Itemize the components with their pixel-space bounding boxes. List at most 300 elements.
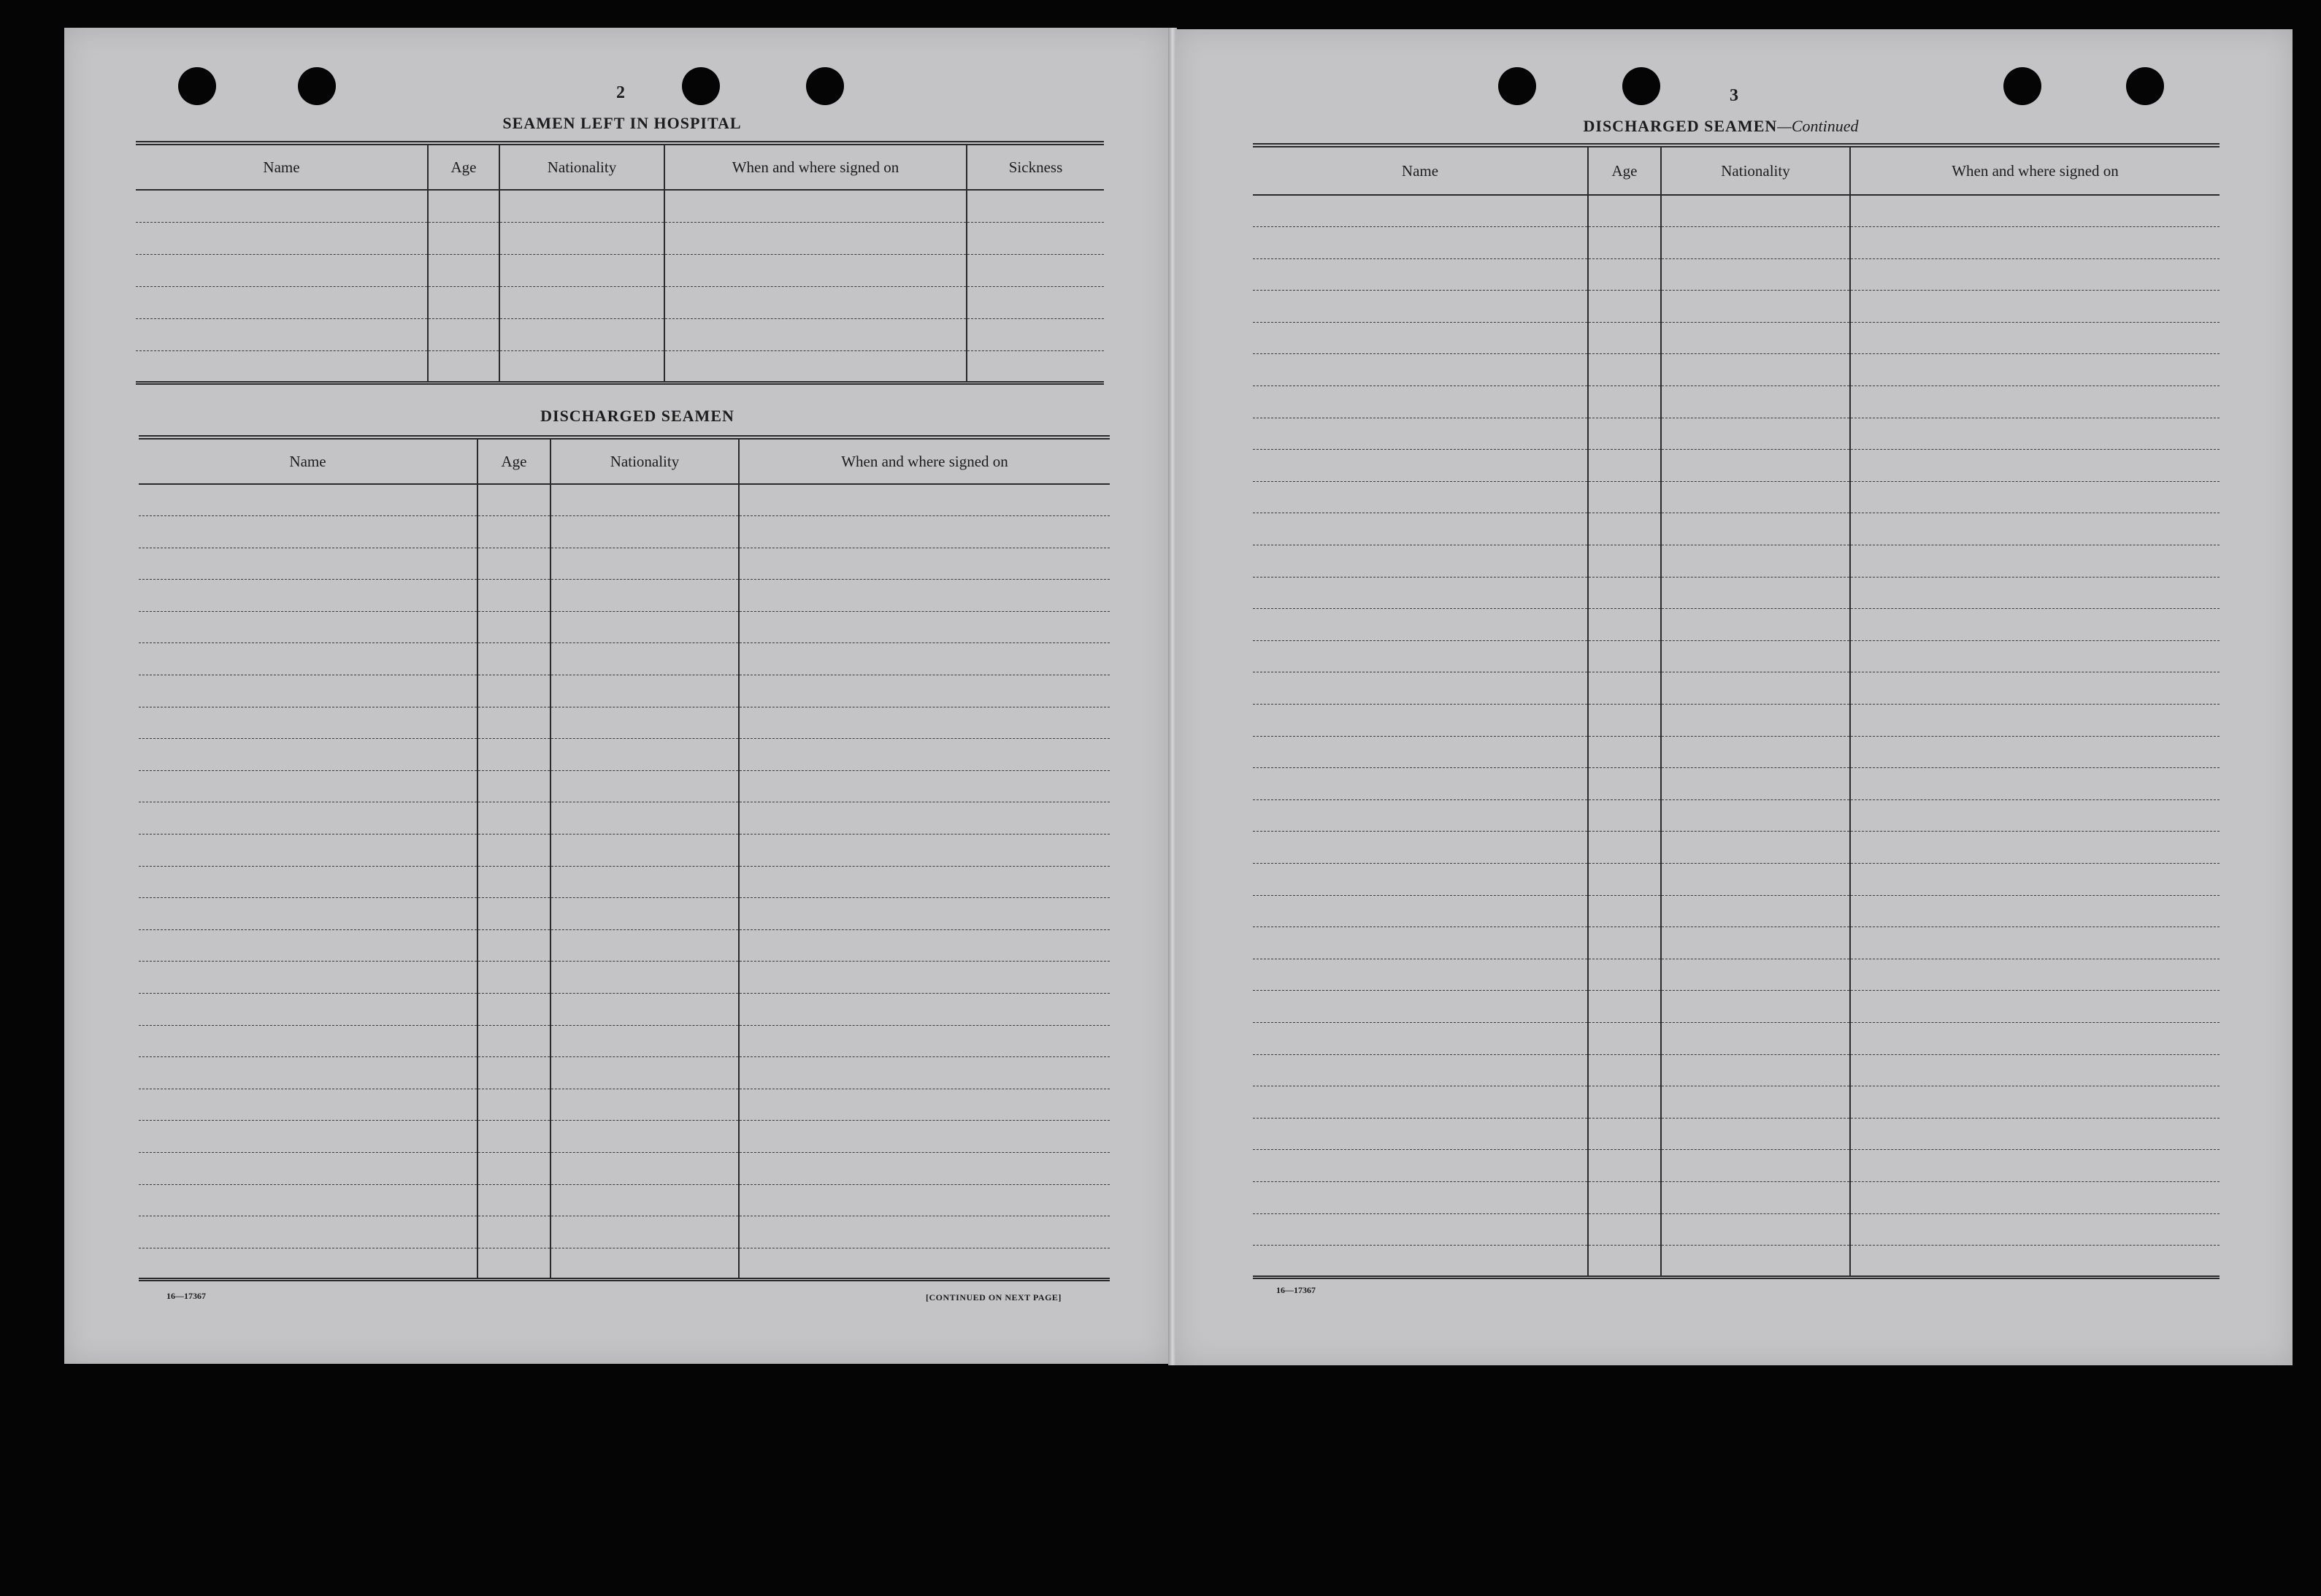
blank-cell [1850, 991, 2220, 1023]
table-row [1253, 1213, 2220, 1246]
blank-cell [550, 994, 739, 1026]
blank-cell [477, 802, 550, 835]
blank-cell [739, 1057, 1110, 1089]
table-row [139, 643, 1110, 675]
table-row [1253, 768, 2220, 800]
blank-cell [1661, 1181, 1850, 1213]
blank-cell [1850, 291, 2220, 323]
blank-cell [1253, 736, 1588, 768]
blank-cell [1253, 418, 1588, 450]
blank-cell [739, 548, 1110, 580]
blank-cell [967, 254, 1104, 286]
table-row [1253, 1054, 2220, 1086]
blank-cell [1253, 322, 1588, 354]
column-header-age: Age [1588, 145, 1661, 195]
blank-cell [550, 898, 739, 930]
table-row [139, 1025, 1110, 1057]
blank-cell [1253, 227, 1588, 259]
blank-cell [1588, 322, 1661, 354]
blank-cell [550, 1121, 739, 1153]
table-row [1253, 481, 2220, 513]
blank-cell [550, 707, 739, 739]
blank-cell [739, 1152, 1110, 1184]
form-number: 16—17367 [1276, 1285, 1316, 1295]
blank-cell [1661, 1086, 1850, 1119]
blank-cell [1253, 705, 1588, 737]
punch-hole [2126, 67, 2164, 105]
table-row [139, 1089, 1110, 1121]
blank-cell [1588, 991, 1661, 1023]
blank-cell [1253, 959, 1588, 991]
blank-cell [139, 1216, 477, 1248]
discharged-continued-table [1253, 143, 2220, 1279]
blank-cell [739, 1089, 1110, 1121]
blank-cell [1661, 291, 1850, 323]
blank-cell [1850, 959, 2220, 991]
blank-cell [1661, 959, 1850, 991]
blank-cell [136, 350, 428, 383]
blank-cell [1850, 832, 2220, 864]
blank-cell [1588, 927, 1661, 959]
blank-cell [1661, 1054, 1850, 1086]
blank-cell [499, 222, 664, 254]
table-row [139, 962, 1110, 994]
blank-cell [1588, 640, 1661, 672]
blank-cell [739, 1248, 1110, 1280]
punch-hole [1622, 67, 1660, 105]
blank-cell [1850, 705, 2220, 737]
blank-cell [139, 484, 477, 516]
blank-cell [550, 643, 739, 675]
table-row [139, 707, 1110, 739]
blank-cell [1850, 322, 2220, 354]
blank-cell [1850, 545, 2220, 578]
blank-cell [739, 835, 1110, 867]
section-title-discharged-continued [1584, 117, 1859, 136]
blank-cell [1588, 1181, 1661, 1213]
blank-cell [477, 707, 550, 739]
blank-cell [1850, 1213, 2220, 1246]
table-row [1253, 195, 2220, 227]
table-row [1253, 959, 2220, 991]
table-row [1253, 227, 2220, 259]
blank-cell [550, 802, 739, 835]
blank-cell [139, 675, 477, 707]
blank-cell [1588, 705, 1661, 737]
blank-cell [139, 898, 477, 930]
blank-cell [428, 190, 499, 222]
blank-cell [1253, 863, 1588, 895]
blank-cell [1588, 863, 1661, 895]
discharged-table [139, 435, 1110, 1281]
table-row [1253, 895, 2220, 927]
table-row [1253, 832, 2220, 864]
blank-cell [550, 1152, 739, 1184]
blank-cell [477, 1121, 550, 1153]
blank-cell [499, 190, 664, 222]
blank-cell [1253, 513, 1588, 545]
blank-cell [550, 835, 739, 867]
blank-cell [1253, 1086, 1588, 1119]
blank-cell [1661, 672, 1850, 705]
table-row [136, 350, 1104, 383]
blank-cell [967, 318, 1104, 350]
blank-cell [136, 254, 428, 286]
blank-cell [1588, 258, 1661, 291]
table-row [1253, 1022, 2220, 1054]
blank-cell [1253, 672, 1588, 705]
blank-cell [499, 286, 664, 318]
blank-cell [967, 222, 1104, 254]
blank-cell [1850, 513, 2220, 545]
blank-cell [1588, 450, 1661, 482]
blank-cell [139, 707, 477, 739]
blank-cell [739, 962, 1110, 994]
blank-cell [1661, 832, 1850, 864]
blank-cell [1850, 927, 2220, 959]
blank-cell [550, 962, 739, 994]
blank-cell [1588, 799, 1661, 832]
blank-cell [1253, 895, 1588, 927]
blank-cell [550, 1057, 739, 1089]
column-header-name: Name [139, 437, 477, 484]
blank-cell [1588, 672, 1661, 705]
blank-cell [1253, 832, 1588, 864]
blank-cell [664, 318, 967, 350]
table-row [139, 1184, 1110, 1216]
blank-cell [739, 1184, 1110, 1216]
table-row [1253, 418, 2220, 450]
blank-cell [139, 994, 477, 1026]
blank-cell [139, 802, 477, 835]
blank-cell [739, 770, 1110, 802]
blank-cell [550, 1216, 739, 1248]
table-row [139, 994, 1110, 1026]
table-row [139, 1248, 1110, 1280]
blank-cell [550, 548, 739, 580]
blank-cell [1253, 195, 1588, 227]
blank-cell [664, 190, 967, 222]
blank-cell [477, 962, 550, 994]
blank-cell [1661, 450, 1850, 482]
column-header-age: Age [477, 437, 550, 484]
blank-cell [1661, 799, 1850, 832]
column-header-name: Name [136, 143, 428, 190]
blank-cell [1661, 1213, 1850, 1246]
blank-cell [1661, 577, 1850, 609]
blank-cell [739, 898, 1110, 930]
blank-cell [1588, 1022, 1661, 1054]
blank-cell [139, 1152, 477, 1184]
table-row [139, 1121, 1110, 1153]
blank-cell [1850, 640, 2220, 672]
blank-cell [1850, 1086, 2220, 1119]
table-row [139, 611, 1110, 643]
blank-cell [1850, 258, 2220, 291]
blank-cell [739, 484, 1110, 516]
table-row [139, 580, 1110, 612]
table-row [1253, 513, 2220, 545]
table-row [136, 254, 1104, 286]
blank-cell [1661, 991, 1850, 1023]
blank-cell [1588, 1086, 1661, 1119]
blank-cell [139, 516, 477, 548]
blank-cell [1850, 195, 2220, 227]
blank-cell [1850, 609, 2220, 641]
blank-cell [739, 643, 1110, 675]
blank-cell [967, 190, 1104, 222]
blank-cell [1588, 1054, 1661, 1086]
table-row [139, 770, 1110, 802]
blank-cell [1661, 927, 1850, 959]
blank-cell [139, 1121, 477, 1153]
table-row [1253, 322, 2220, 354]
blank-cell [1253, 927, 1588, 959]
blank-cell [136, 190, 428, 222]
column-header-nationality: Nationality [499, 143, 664, 190]
table-row [1253, 991, 2220, 1023]
blank-cell [1661, 1118, 1850, 1150]
blank-cell [1588, 1118, 1661, 1150]
blank-cell [550, 611, 739, 643]
blank-cell [139, 1184, 477, 1216]
table-row [1253, 291, 2220, 323]
blank-cell [1253, 991, 1588, 1023]
blank-cell [1661, 1022, 1850, 1054]
blank-cell [739, 802, 1110, 835]
blank-cell [739, 739, 1110, 771]
table-row [136, 286, 1104, 318]
table-row [139, 548, 1110, 580]
blank-cell [477, 866, 550, 898]
blank-cell [1253, 1022, 1588, 1054]
blank-cell [1661, 258, 1850, 291]
blank-cell [664, 286, 967, 318]
blank-cell [1253, 1054, 1588, 1086]
blank-cell [1588, 195, 1661, 227]
blank-cell [477, 1184, 550, 1216]
blank-cell [1661, 481, 1850, 513]
blank-cell [550, 1089, 739, 1121]
table-row [139, 866, 1110, 898]
blank-cell [1588, 354, 1661, 386]
table-row [139, 835, 1110, 867]
blank-cell [967, 350, 1104, 383]
blank-cell [1253, 799, 1588, 832]
blank-cell [477, 1089, 550, 1121]
blank-cell [1661, 354, 1850, 386]
blank-cell [550, 1184, 739, 1216]
blank-cell [1850, 577, 2220, 609]
blank-cell [550, 675, 739, 707]
blank-cell [550, 484, 739, 516]
blank-cell [139, 548, 477, 580]
blank-cell [1253, 291, 1588, 323]
blank-cell [477, 516, 550, 548]
blank-cell [739, 994, 1110, 1026]
table-row [139, 1216, 1110, 1248]
column-header-signed-on: When and where signed on [739, 437, 1110, 484]
blank-cell [1661, 609, 1850, 641]
blank-cell [139, 1025, 477, 1057]
blank-cell [1253, 258, 1588, 291]
column-header-nationality: Nationality [1661, 145, 1850, 195]
blank-cell [1850, 1118, 2220, 1150]
table-row [1253, 799, 2220, 832]
table-row [1253, 386, 2220, 418]
punch-hole [806, 67, 844, 105]
blank-cell [428, 286, 499, 318]
hospital-table [136, 141, 1104, 385]
punch-hole [682, 67, 720, 105]
blank-cell [139, 643, 477, 675]
blank-cell [477, 1216, 550, 1248]
blank-cell [1661, 418, 1850, 450]
blank-cell [1253, 640, 1588, 672]
blank-cell [1588, 227, 1661, 259]
blank-cell [1661, 863, 1850, 895]
blank-cell [739, 516, 1110, 548]
form-number: 16—17367 [166, 1291, 206, 1301]
blank-cell [139, 580, 477, 612]
blank-cell [1253, 354, 1588, 386]
title-suffix: —Continued [1777, 117, 1859, 135]
blank-cell [1253, 450, 1588, 482]
blank-cell [1253, 609, 1588, 641]
blank-cell [1588, 959, 1661, 991]
blank-cell [477, 739, 550, 771]
title-main: DISCHARGED SEAMEN [1583, 117, 1778, 135]
blank-cell [1661, 227, 1850, 259]
blank-cell [139, 1057, 477, 1089]
blank-cell [477, 580, 550, 612]
blank-cell [664, 254, 967, 286]
table-row [136, 222, 1104, 254]
table-row [139, 675, 1110, 707]
table-row [1253, 927, 2220, 959]
blank-cell [1588, 1150, 1661, 1182]
blank-cell [477, 1025, 550, 1057]
blank-cell [664, 350, 967, 383]
blank-cell [139, 929, 477, 962]
blank-cell [136, 286, 428, 318]
table-row [139, 1152, 1110, 1184]
blank-cell [664, 222, 967, 254]
blank-cell [739, 675, 1110, 707]
table-row [139, 898, 1110, 930]
blank-cell [550, 770, 739, 802]
blank-cell [550, 516, 739, 548]
table-row [1253, 640, 2220, 672]
blank-cell [1850, 227, 2220, 259]
blank-cell [136, 222, 428, 254]
table-row [1253, 1246, 2220, 1278]
punch-hole [178, 67, 216, 105]
blank-cell [1661, 1150, 1850, 1182]
table-row [139, 516, 1110, 548]
column-header-signed-on: When and where signed on [664, 143, 967, 190]
blank-cell [477, 548, 550, 580]
blank-cell [499, 318, 664, 350]
punch-hole [298, 67, 336, 105]
blank-cell [139, 835, 477, 867]
table-row [1253, 736, 2220, 768]
blank-cell [139, 611, 477, 643]
blank-cell [428, 350, 499, 383]
blank-cell [1850, 1022, 2220, 1054]
page-number: 2 [616, 83, 625, 102]
blank-cell [1850, 863, 2220, 895]
table-row [1253, 672, 2220, 705]
table-row [139, 1057, 1110, 1089]
column-header-age: Age [428, 143, 499, 190]
blank-cell [1588, 513, 1661, 545]
column-header-nationality: Nationality [550, 437, 739, 484]
table-row [1253, 705, 2220, 737]
table-row [1253, 1086, 2220, 1119]
blank-cell [1253, 1118, 1588, 1150]
blank-cell [477, 994, 550, 1026]
blank-cell [1850, 354, 2220, 386]
column-header-sickness: Sickness [967, 143, 1104, 190]
blank-cell [1588, 545, 1661, 578]
blank-cell [1661, 545, 1850, 578]
blank-cell [1588, 768, 1661, 800]
blank-cell [550, 739, 739, 771]
blank-cell [1661, 1246, 1850, 1278]
blank-cell [1588, 1213, 1661, 1246]
blank-cell [739, 866, 1110, 898]
table-row [139, 739, 1110, 771]
blank-cell [1661, 386, 1850, 418]
blank-cell [1850, 1150, 2220, 1182]
blank-cell [1850, 736, 2220, 768]
table-row [1253, 863, 2220, 895]
blank-cell [1661, 768, 1850, 800]
blank-cell [1850, 418, 2220, 450]
punch-hole [1498, 67, 1536, 105]
blank-cell [1850, 799, 2220, 832]
blank-cell [1253, 545, 1588, 578]
blank-cell [1253, 1181, 1588, 1213]
blank-cell [1253, 386, 1588, 418]
blank-cell [1661, 195, 1850, 227]
blank-cell [1588, 291, 1661, 323]
blank-cell [1253, 577, 1588, 609]
blank-cell [739, 611, 1110, 643]
blank-cell [477, 611, 550, 643]
blank-cell [739, 580, 1110, 612]
blank-cell [139, 866, 477, 898]
table-row [1253, 258, 2220, 291]
blank-cell [1850, 481, 2220, 513]
blank-cell [499, 254, 664, 286]
blank-cell [739, 1216, 1110, 1248]
blank-cell [550, 1248, 739, 1280]
blank-cell [1850, 450, 2220, 482]
blank-cell [1850, 895, 2220, 927]
blank-cell [967, 286, 1104, 318]
blank-cell [1253, 481, 1588, 513]
table-row [1253, 577, 2220, 609]
blank-cell [1253, 1213, 1588, 1246]
blank-cell [477, 835, 550, 867]
blank-cell [1850, 386, 2220, 418]
blank-cell [550, 1025, 739, 1057]
blank-cell [1588, 481, 1661, 513]
blank-cell [1850, 672, 2220, 705]
blank-cell [1850, 1181, 2220, 1213]
